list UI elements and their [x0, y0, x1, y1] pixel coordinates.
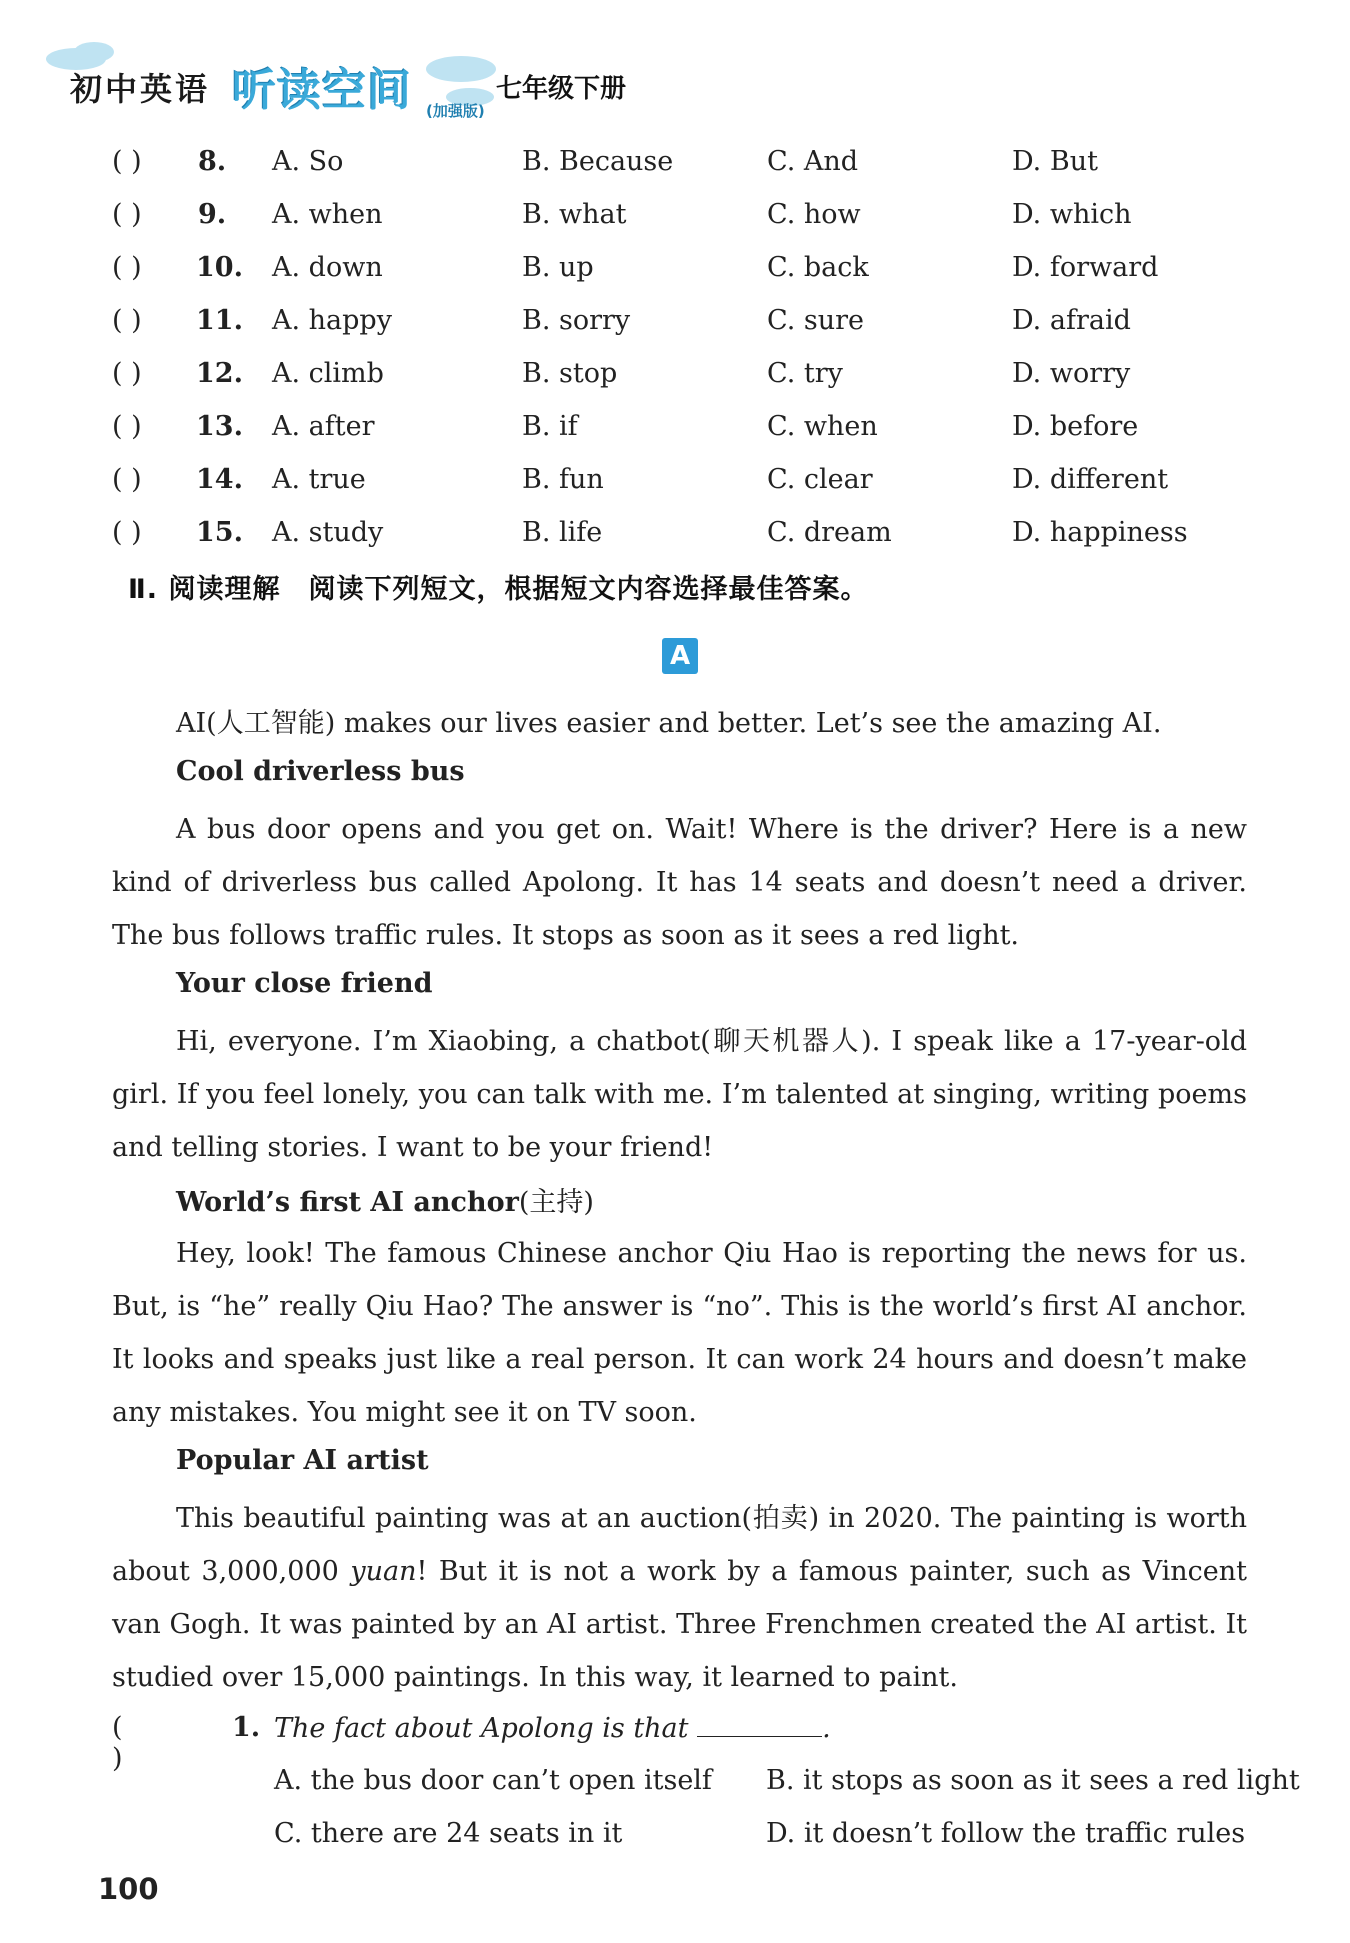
option-a: A. down: [272, 252, 383, 283]
option-a: A. So: [272, 146, 344, 177]
page-number: 100: [98, 1872, 159, 1906]
option-d: D. But: [1012, 146, 1098, 177]
paragraph-close-friend: Hi, everyone. I’m Xiaobing, a chatbot(聊天机器人). I speak like a 17-year-old girl. If you feel lonely, you can talk with me. I’m talented at singing, writing poems and telling stories. I want to be your friend!: [112, 1026, 1247, 1163]
paragraph-ai-artist: [112, 1492, 1247, 1704]
option-row: [112, 305, 1262, 345]
book-series-title: 初中英语: [70, 70, 211, 108]
subheading-ai-anchor: [176, 1180, 594, 1219]
answer-bracket: ( ): [112, 199, 142, 230]
book-grade: 七年级下册: [496, 74, 627, 104]
option-b: B. stop: [522, 358, 618, 389]
option-b: B. Because: [522, 146, 674, 177]
option-row: [112, 199, 1262, 239]
option-d: D. afraid: [1012, 305, 1131, 336]
option-d: D. different: [1012, 464, 1169, 495]
question-number: 10.: [196, 252, 243, 283]
option-c: C. dream: [767, 517, 892, 548]
option-c: C. when: [767, 411, 878, 442]
option-a: A. when: [272, 199, 383, 230]
option-row: [112, 252, 1262, 292]
option-d: D. which: [1012, 199, 1132, 230]
option-a: A. after: [272, 411, 375, 442]
option-row: [112, 411, 1262, 451]
question-stem: [274, 1712, 831, 1744]
option-b: B. life: [522, 517, 603, 548]
option-b: B. fun: [522, 464, 604, 495]
paragraph-ai-artist-part1: This beautiful painting was at an auction(拍卖) in 2020. The painting is worth about 3,000,000: [112, 1503, 1247, 1587]
answer-bracket: ( ): [112, 305, 142, 336]
option-d: D. forward: [1012, 252, 1159, 283]
passage-badge: A: [662, 638, 698, 674]
answer-bracket: ( ): [112, 411, 142, 442]
answer-bracket: ( ): [112, 1712, 123, 1774]
option-c: C. And: [767, 146, 859, 177]
paragraph-ai-anchor: Hey, look! The famous Chinese anchor Qiu Hao is reporting the news for us. But, is “he” really Qiu Hao? The answer is “no”. This is the world’s first AI anchor. It looks and speaks just like a real person. It can work 24 hours and doesn’t make any mistakes. You might see it on TV soon.: [112, 1238, 1247, 1428]
option-d: D. before: [1012, 411, 1139, 442]
passage-intro: AI(人工智能) makes our lives easier and better. Let’s see the amazing AI.: [176, 708, 1162, 739]
book-edition: (加强版): [426, 102, 485, 120]
question-number: 1.: [232, 1712, 261, 1743]
question-number: 8.: [198, 146, 227, 177]
option-row: [112, 464, 1262, 504]
option-c: C. back: [767, 252, 869, 283]
option-d: D. worry: [1012, 358, 1131, 389]
answer-bracket: ( ): [112, 464, 142, 495]
answer-blank: [697, 1712, 822, 1737]
page-header: [46, 48, 806, 128]
answer-bracket: ( ): [112, 252, 142, 283]
answer-bracket: ( ): [112, 146, 142, 177]
option-a: A. true: [272, 464, 366, 495]
option-b: B. what: [522, 199, 627, 230]
option-row: [112, 517, 1262, 557]
currency-yuan: yuan: [350, 1556, 417, 1587]
paragraph-ai-artist-part2: ! But it is not a work by a famous painter, such as Vincent van Gogh. It was painted by an AI artist. Three Frenchmen created the AI artist. It studied over 15,000 paintings. In this way, it learned to paint.: [112, 1556, 1248, 1693]
question-number: 14.: [196, 464, 243, 495]
question-number: 15.: [196, 517, 243, 548]
paragraph-driverless-bus: A bus door opens and you get on. Wait! Where is the driver? Here is a new kind of driverless bus called Apolong. It has 14 seats and doesn’t need a driver. The bus follows traffic rules. It stops as soon as it sees a red light.: [112, 814, 1247, 951]
question-end: .: [822, 1713, 831, 1744]
question-number: 9.: [198, 199, 227, 230]
answer-option-a: A. the bus door can’t open itself: [274, 1765, 712, 1796]
option-b: B. up: [522, 252, 594, 283]
option-d: D. happiness: [1012, 517, 1188, 548]
option-row: [112, 358, 1262, 398]
question-number: 12.: [196, 358, 243, 389]
answer-option-d: D. it doesn’t follow the traffic rules: [766, 1818, 1246, 1849]
question-number: 13.: [196, 411, 243, 442]
option-a: A. happy: [272, 305, 392, 336]
section-heading: Ⅱ. 阅读理解 阅读下列短文，根据短文内容选择最佳答案。: [128, 574, 869, 605]
cloud-decoration: [74, 42, 114, 62]
option-c: C. sure: [767, 305, 864, 336]
cloud-decoration: [426, 56, 496, 82]
answer-option-b: B. it stops as soon as it sees a red light: [766, 1765, 1300, 1796]
option-c: C. try: [767, 358, 843, 389]
book-brand-logo: 听读空间: [232, 65, 412, 116]
question-text: The fact about Apolong is that: [274, 1713, 689, 1744]
answer-option-c: C. there are 24 seats in it: [274, 1818, 623, 1849]
option-c: C. clear: [767, 464, 873, 495]
option-a: A. climb: [272, 358, 384, 389]
subheading-close-friend: Your close friend: [176, 968, 433, 999]
subheading-driverless-bus: Cool driverless bus: [176, 756, 465, 787]
subheading-ai-anchor-text: World’s first AI anchor: [176, 1187, 519, 1218]
subheading-ai-anchor-gloss: (主持): [518, 1187, 594, 1218]
option-b: B. if: [522, 411, 578, 442]
option-a: A. study: [272, 517, 384, 548]
option-row: [112, 146, 1262, 186]
answer-bracket: ( ): [112, 358, 142, 389]
option-b: B. sorry: [522, 305, 631, 336]
question-number: 11.: [196, 305, 243, 336]
answer-bracket: ( ): [112, 517, 142, 548]
option-c: C. how: [767, 199, 861, 230]
subheading-ai-artist: Popular AI artist: [176, 1445, 429, 1476]
